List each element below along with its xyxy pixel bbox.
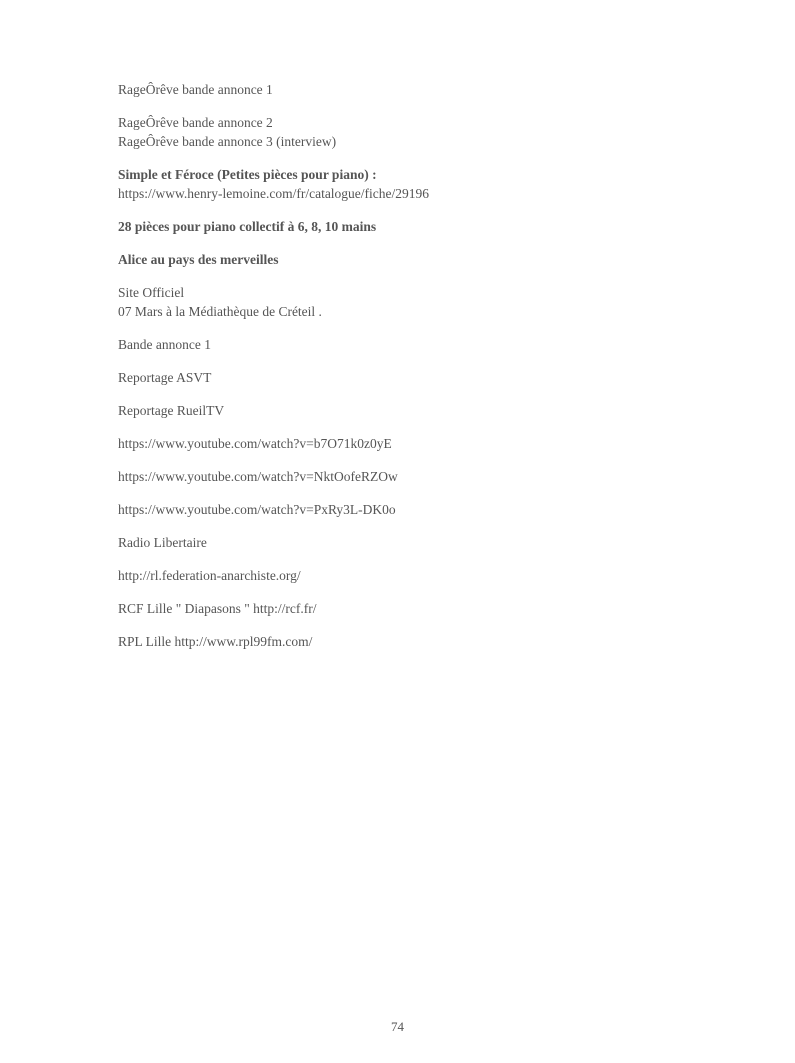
simple-feroce-heading: Simple et Féroce (Petites pièces pour piano) : xyxy=(118,167,377,182)
site-officiel-paragraph xyxy=(118,283,678,321)
federation-paragraph xyxy=(118,566,678,585)
simple-feroce-paragraph xyxy=(118,165,678,203)
reportage-asvt-link[interactable]: Reportage ASVT xyxy=(118,370,212,385)
youtube-1-paragraph xyxy=(118,434,678,453)
federation-url-link[interactable]: http://rl.federation-anarchiste.org/ xyxy=(118,568,301,583)
mediatheque-link[interactable]: 07 Mars à la Médiathèque de Créteil . xyxy=(118,304,322,319)
rageoreve-trailer-1-link[interactable]: RageÔrêve bande annonce 1 xyxy=(118,82,273,97)
rcf-lille-paragraph xyxy=(118,599,678,618)
site-officiel-link[interactable]: Site Officiel xyxy=(118,285,185,300)
youtube-3-paragraph xyxy=(118,500,678,519)
youtube-2-paragraph xyxy=(118,467,678,486)
rageoreve-trailer-1-paragraph xyxy=(118,80,678,99)
radio-libertaire-paragraph xyxy=(118,533,678,552)
alice-heading: Alice au pays des merveilles xyxy=(118,252,279,267)
rageoreve-trailers-paragraph xyxy=(118,113,678,151)
reportage-rueil-paragraph xyxy=(118,401,678,420)
rcf-lille-link[interactable]: RCF Lille " Diapasons " http://rcf.fr/ xyxy=(118,601,317,616)
rpl-lille-paragraph xyxy=(118,632,678,651)
rageoreve-trailer-2-link[interactable]: RageÔrêve bande annonce 2 xyxy=(118,115,273,130)
rpl-lille-link[interactable]: RPL Lille http://www.rpl99fm.com/ xyxy=(118,634,313,649)
pieces-paragraph xyxy=(118,217,678,236)
bande-annonce-paragraph xyxy=(118,335,678,354)
youtube-link-2[interactable]: https://www.youtube.com/watch?v=NktOofeRZOw xyxy=(118,469,398,484)
reportage-asvt-paragraph xyxy=(118,368,678,387)
youtube-link-1[interactable]: https://www.youtube.com/watch?v=b7O71k0z0yE xyxy=(118,436,392,451)
pieces-heading: 28 pièces pour piano collectif à 6, 8, 10 mains xyxy=(118,219,377,234)
page-content xyxy=(118,80,678,665)
youtube-link-3[interactable]: https://www.youtube.com/watch?v=PxRy3L-DK0o xyxy=(118,502,396,517)
rageoreve-trailer-3-link[interactable]: RageÔrêve bande annonce 3 (interview) xyxy=(118,134,337,149)
simple-feroce-url-link[interactable]: https://www.henry-lemoine.com/fr/catalogue/fiche/29196 xyxy=(118,186,430,201)
alice-paragraph xyxy=(118,250,678,269)
bande-annonce-link[interactable]: Bande annonce 1 xyxy=(118,337,211,352)
page-number: 74 xyxy=(391,1019,404,1034)
radio-libertaire-link[interactable]: Radio Libertaire xyxy=(118,535,207,550)
reportage-rueil-link[interactable]: Reportage RueilTV xyxy=(118,403,225,418)
